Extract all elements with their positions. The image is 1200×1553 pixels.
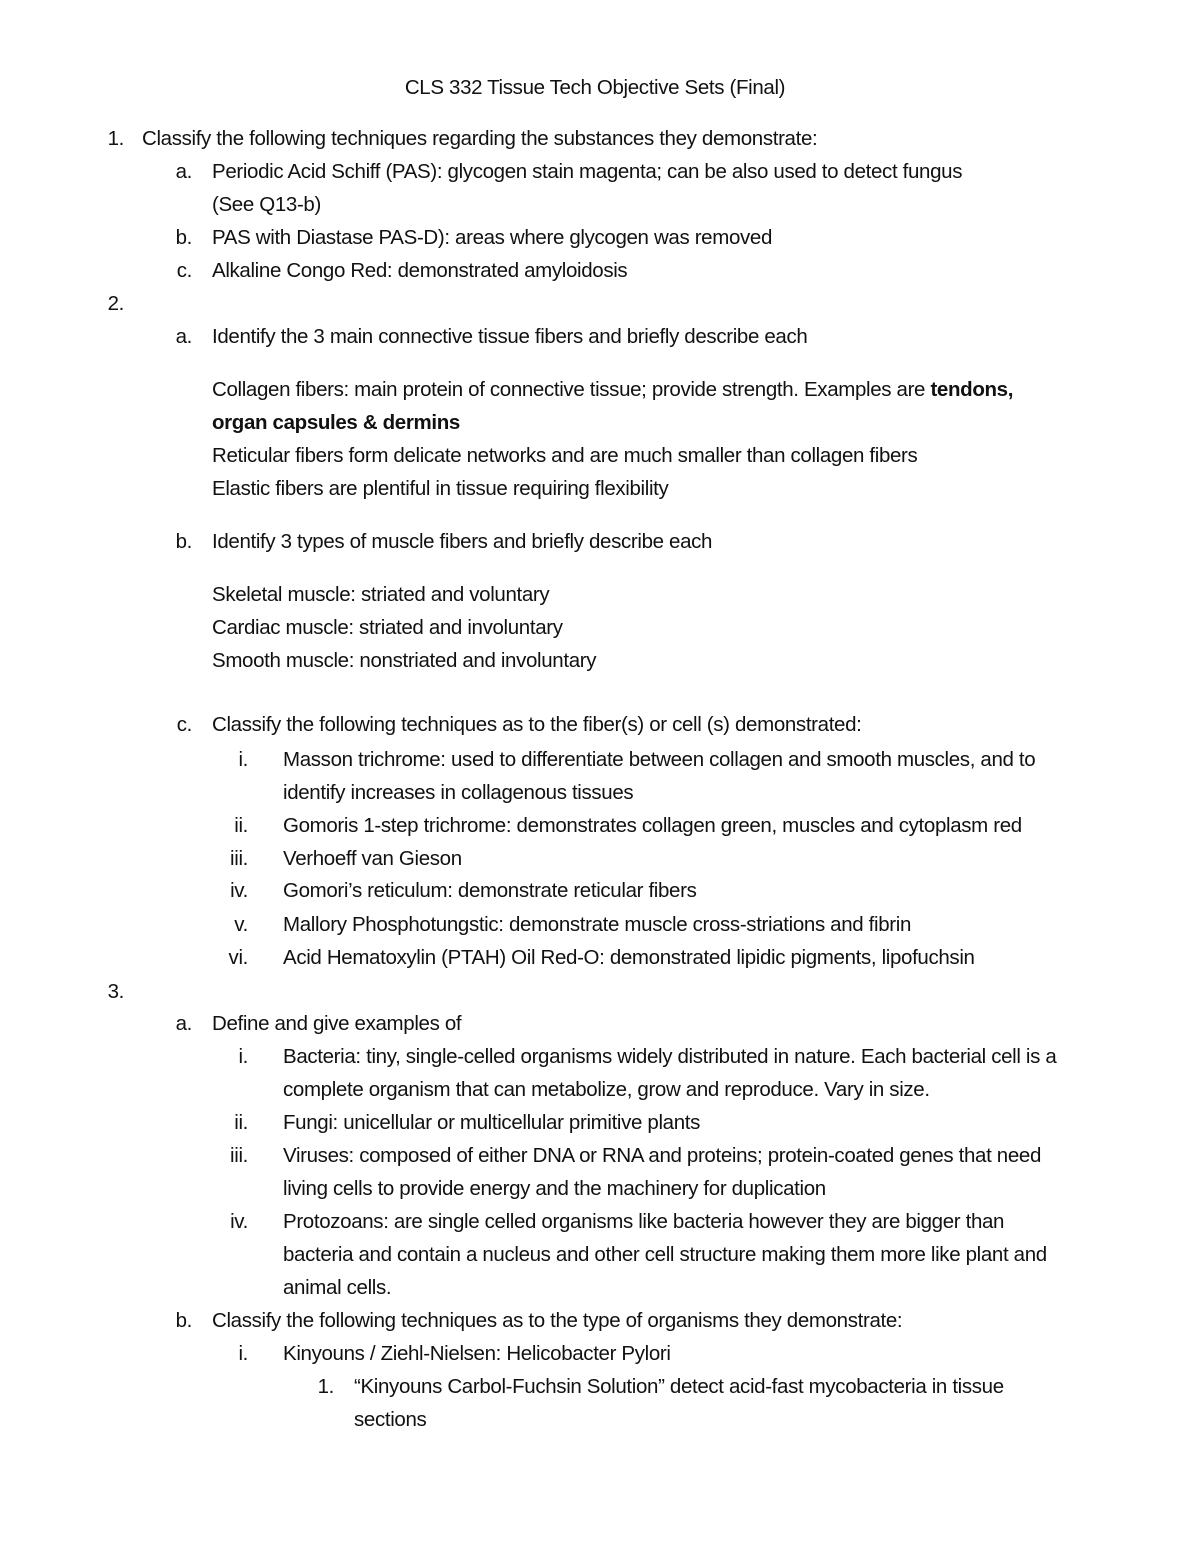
q3b-i-text: Kinyouns / Ziehl-Nielsen: Helicobacter Pylori [283,1342,671,1365]
cardiac-text: Cardiac muscle: striated and involuntary [212,616,563,639]
q1b-text: PAS with Diastase PAS-D): areas where glycogen was removed [212,226,773,249]
q1-text: Classify the following techniques regarding the substances they demonstrate: [142,127,818,150]
q3a-ii-number: ii. [234,1111,248,1134]
q3a-iii-line1: Viruses: composed of either DNA or RNA and proteins; protein-coated genes that need [283,1144,1042,1167]
q3b-i-number: i. [238,1342,248,1365]
q1-number: 1. [107,127,124,150]
collagen-bold-2-line [212,411,460,435]
document-title: CLS 332 Tissue Tech Objective Sets (Final) [404,76,786,99]
q3a-ii-line1: Fungi: unicellular or multicellular primitive plants [283,1111,701,1134]
q2c-v-line1: Mallory Phosphotungstic: demonstrate muscle cross-striations and fibrin [283,913,912,936]
q3-number: 3. [107,980,124,1003]
q2c-iii-number: iii. [230,847,248,870]
collagen-bold-1: tendons, [930,378,1014,401]
q1c-text: Alkaline Congo Red: demonstrated amyloidosis [212,259,628,282]
q2b-text: Identify 3 types of muscle fibers and briefly describe each [212,530,713,553]
q3a-i-line1: Bacteria: tiny, single-celled organisms widely distributed in nature. Each bacterial cell is a [283,1045,1057,1068]
elastic-text: Elastic fibers are plentiful in tissue requiring flexibility [212,477,669,500]
q2c-i-number: i. [238,748,248,771]
q3a-iv-line1: Protozoans: are single celled organisms like bacteria however they are bigger than [283,1210,1005,1233]
q3a-iv-number: iv. [230,1210,248,1233]
q2c-iv-line1: Gomori’s reticulum: demonstrate reticular fibers [283,879,697,902]
collagen-line [212,378,1013,402]
q1b-number: b. [175,226,192,249]
collagen-bold-2: organ capsules & dermins [212,411,460,434]
q2c-vi-line1: Acid Hematoxylin (PTAH) Oil Red-O: demonstrated lipidic pigments, lipofuchsin [283,946,975,969]
q3a-iii-line2: living cells to provide energy and the machinery for duplication [283,1177,826,1200]
reticular-text: Reticular fibers form delicate networks and are much smaller than collagen fibers [212,444,918,467]
q2-number: 2. [107,292,124,315]
q3a-iii-number: iii. [230,1144,248,1167]
q2c-text: Classify the following techniques as to the fiber(s) or cell (s) demonstrated: [212,713,862,736]
q2c-vi-number: vi. [228,946,248,969]
q1c-number: c. [176,259,192,282]
q2c-i-line2: identify increases in collagenous tissues [283,781,634,804]
q3a-iv-line3: animal cells. [283,1276,392,1299]
q3b-number: b. [175,1309,192,1332]
q2b-number: b. [175,530,192,553]
q2c-iii-line1: Verhoeff van Gieson [283,847,462,870]
q2a-number: a. [175,325,192,348]
q1a-line1: Periodic Acid Schiff (PAS): glycogen stain magenta; can be also used to detect fungus [212,160,963,183]
q1a-line2: (See Q13-b) [212,193,321,216]
q3b-text: Classify the following techniques as to the type of organisms they demonstrate: [212,1309,903,1332]
q2c-ii-line1: Gomoris 1-step trichrome: demonstrates collagen green, muscles and cytoplasm red [283,814,1022,837]
q3a-i-number: i. [238,1045,248,1068]
q2c-v-number: v. [234,913,248,936]
q3a-number: a. [175,1012,192,1035]
smooth-text: Smooth muscle: nonstriated and involuntary [212,649,597,672]
q2c-iv-number: iv. [230,879,248,902]
q3b-i-1-number: 1. [317,1375,334,1398]
q2a-text: Identify the 3 main connective tissue fibers and briefly describe each [212,325,808,348]
q3b-i-1-line2: sections [354,1408,427,1431]
collagen-text: Collagen fibers: main protein of connective tissue; provide strength. Examples are [212,378,931,401]
q3a-i-line2: complete organism that can metabolize, grow and reproduce. Vary in size. [283,1078,930,1101]
q2c-ii-number: ii. [234,814,248,837]
q1a-number: a. [175,160,192,183]
q3b-i-1-line1: “Kinyouns Carbol-Fuchsin Solution” detect acid-fast mycobacteria in tissue [354,1375,1004,1398]
q3a-text: Define and give examples of [212,1012,462,1035]
skeletal-text: Skeletal muscle: striated and voluntary [212,583,550,606]
q2c-number: c. [176,713,192,736]
q2c-i-line1: Masson trichrome: used to differentiate between collagen and smooth muscles, and to [283,748,1036,771]
q3a-iv-line2: bacteria and contain a nucleus and other cell structure making them more like plant and [283,1243,1047,1266]
